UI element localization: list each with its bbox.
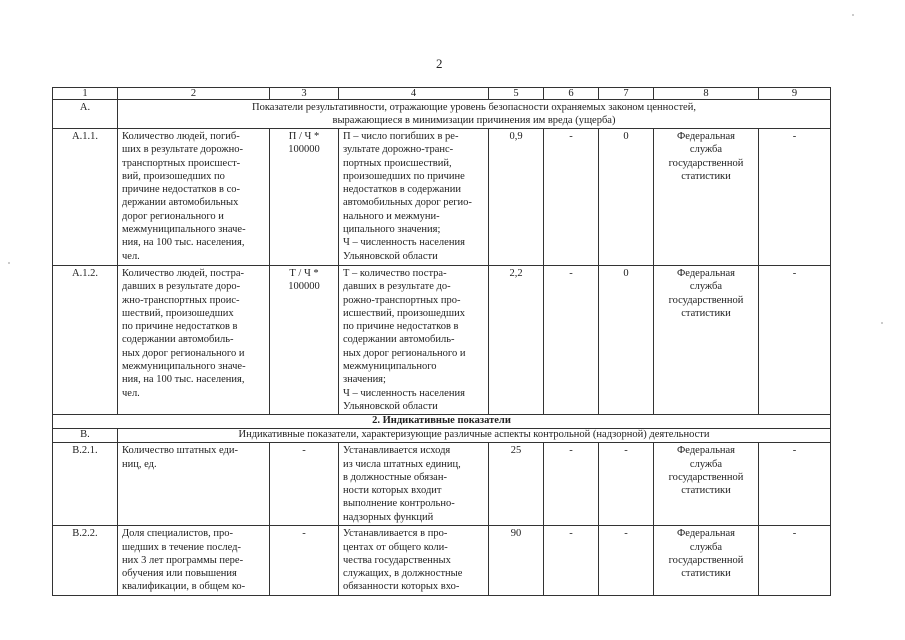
- indicator-col6: -: [544, 266, 599, 415]
- section-title-line: выражающиеся в минимизации причинения им вреда (ущерба): [332, 115, 616, 126]
- section-code: А.: [53, 100, 118, 129]
- section-title: Индикативные показатели, характеризующие различные аспекты контрольной (надзорной) деятельности: [118, 429, 831, 443]
- indicator-description: Т – количество постра- давших в результате до- рожно-транспортных про- исшествий, произошедших по причине недостатков в содержании автомобиль- ных дорог регионального и межмуниципального значения; Ч – численность населения Ульяновской области: [339, 266, 489, 415]
- indicator-source: Федеральная служба государственной статистики: [654, 526, 759, 596]
- header-cell: 8: [654, 88, 759, 100]
- indicator-formula: -: [270, 443, 339, 526]
- section-2-row: [53, 415, 831, 429]
- indicator-col9: -: [759, 266, 831, 415]
- scan-speck: [852, 14, 854, 16]
- indicator-formula: -: [270, 526, 339, 596]
- row-code: В.2.2.: [53, 526, 118, 596]
- header-cell: 5: [489, 88, 544, 100]
- indicator-name: Количество людей, постра- давших в результате доро- жно-транспортных проис- шествий, произошедших по причине недостатков в содержании автомобиль- ных дорог регионального и межмуниципального значе- ния, на 100 тыс. населения, чел.: [118, 266, 270, 415]
- indicator-col6: -: [544, 129, 599, 266]
- indicator-formula: П / Ч * 100000: [270, 129, 339, 266]
- section-b-row: [53, 429, 831, 443]
- section-title: [118, 100, 831, 129]
- section-2-title: 2. Индикативные показатели: [53, 415, 831, 429]
- indicator-col9: -: [759, 129, 831, 266]
- indicator-target: -: [599, 443, 654, 526]
- indicator-description: Устанавливается исходя из числа штатных единиц, в должностные обязан- ности которых входит выполнение контрольно- надзорных функций: [339, 443, 489, 526]
- scan-speck: [881, 322, 883, 324]
- indicator-name: Доля специалистов, про- шедших в течение послед- них 3 лет программы пере- обучения или повышения квалификации, в общем ко-: [118, 526, 270, 596]
- section-code: В.: [53, 429, 118, 443]
- table-row: [53, 266, 831, 415]
- indicators-table: [52, 87, 831, 596]
- indicator-target: -: [599, 526, 654, 596]
- indicator-target: 0: [599, 266, 654, 415]
- indicator-description: П – число погибших в ре- зультате дорожно-транс- портных происшествий, произошедших по причине недостатков в содержании автомобильных дорог регио- нального и межмуни- ципального значения; Ч – численность населения Ульяновской области: [339, 129, 489, 266]
- indicator-col6: -: [544, 443, 599, 526]
- row-code: В.2.1.: [53, 443, 118, 526]
- indicator-value: 90: [489, 526, 544, 596]
- row-code: А.1.2.: [53, 266, 118, 415]
- header-cell: 3: [270, 88, 339, 100]
- header-cell: 2: [118, 88, 270, 100]
- indicator-source: Федеральная служба государственной статистики: [654, 443, 759, 526]
- table-row: [53, 129, 831, 266]
- header-cell: 6: [544, 88, 599, 100]
- table-row: [53, 526, 831, 596]
- indicator-formula: Т / Ч * 100000: [270, 266, 339, 415]
- page-number: 2: [436, 56, 443, 71]
- indicator-col9: -: [759, 526, 831, 596]
- section-a-row: [53, 100, 831, 129]
- indicator-description: Устанавливается в про- центах от общего коли- чества государственных служащих, в должностные обязанности которых вхо-: [339, 526, 489, 596]
- section-title-line: Показатели результативности, отражающие уровень безопасности охраняемых законом ценностей,: [252, 102, 696, 113]
- header-cell: 1: [53, 88, 118, 100]
- indicator-value: 0,9: [489, 129, 544, 266]
- indicator-col6: -: [544, 526, 599, 596]
- indicator-target: 0: [599, 129, 654, 266]
- header-row: [53, 88, 831, 100]
- indicator-value: 25: [489, 443, 544, 526]
- header-cell: 9: [759, 88, 831, 100]
- indicator-source: Федеральная служба государственной статистики: [654, 129, 759, 266]
- indicator-name: Количество штатных еди- ниц, ед.: [118, 443, 270, 526]
- table-row: [53, 443, 831, 526]
- indicator-col9: -: [759, 443, 831, 526]
- indicator-source: Федеральная служба государственной статистики: [654, 266, 759, 415]
- scan-speck: [8, 262, 10, 264]
- indicator-name: Количество людей, погиб- ших в результате дорожно- транспортных происшест- вий, произошедших по причине недостатков в со- держании автомобильных дорог регионального и межмуниципального значе- ния, на 100 тыс. населения, чел.: [118, 129, 270, 266]
- row-code: А.1.1.: [53, 129, 118, 266]
- indicator-value: 2,2: [489, 266, 544, 415]
- header-cell: 7: [599, 88, 654, 100]
- header-cell: 4: [339, 88, 489, 100]
